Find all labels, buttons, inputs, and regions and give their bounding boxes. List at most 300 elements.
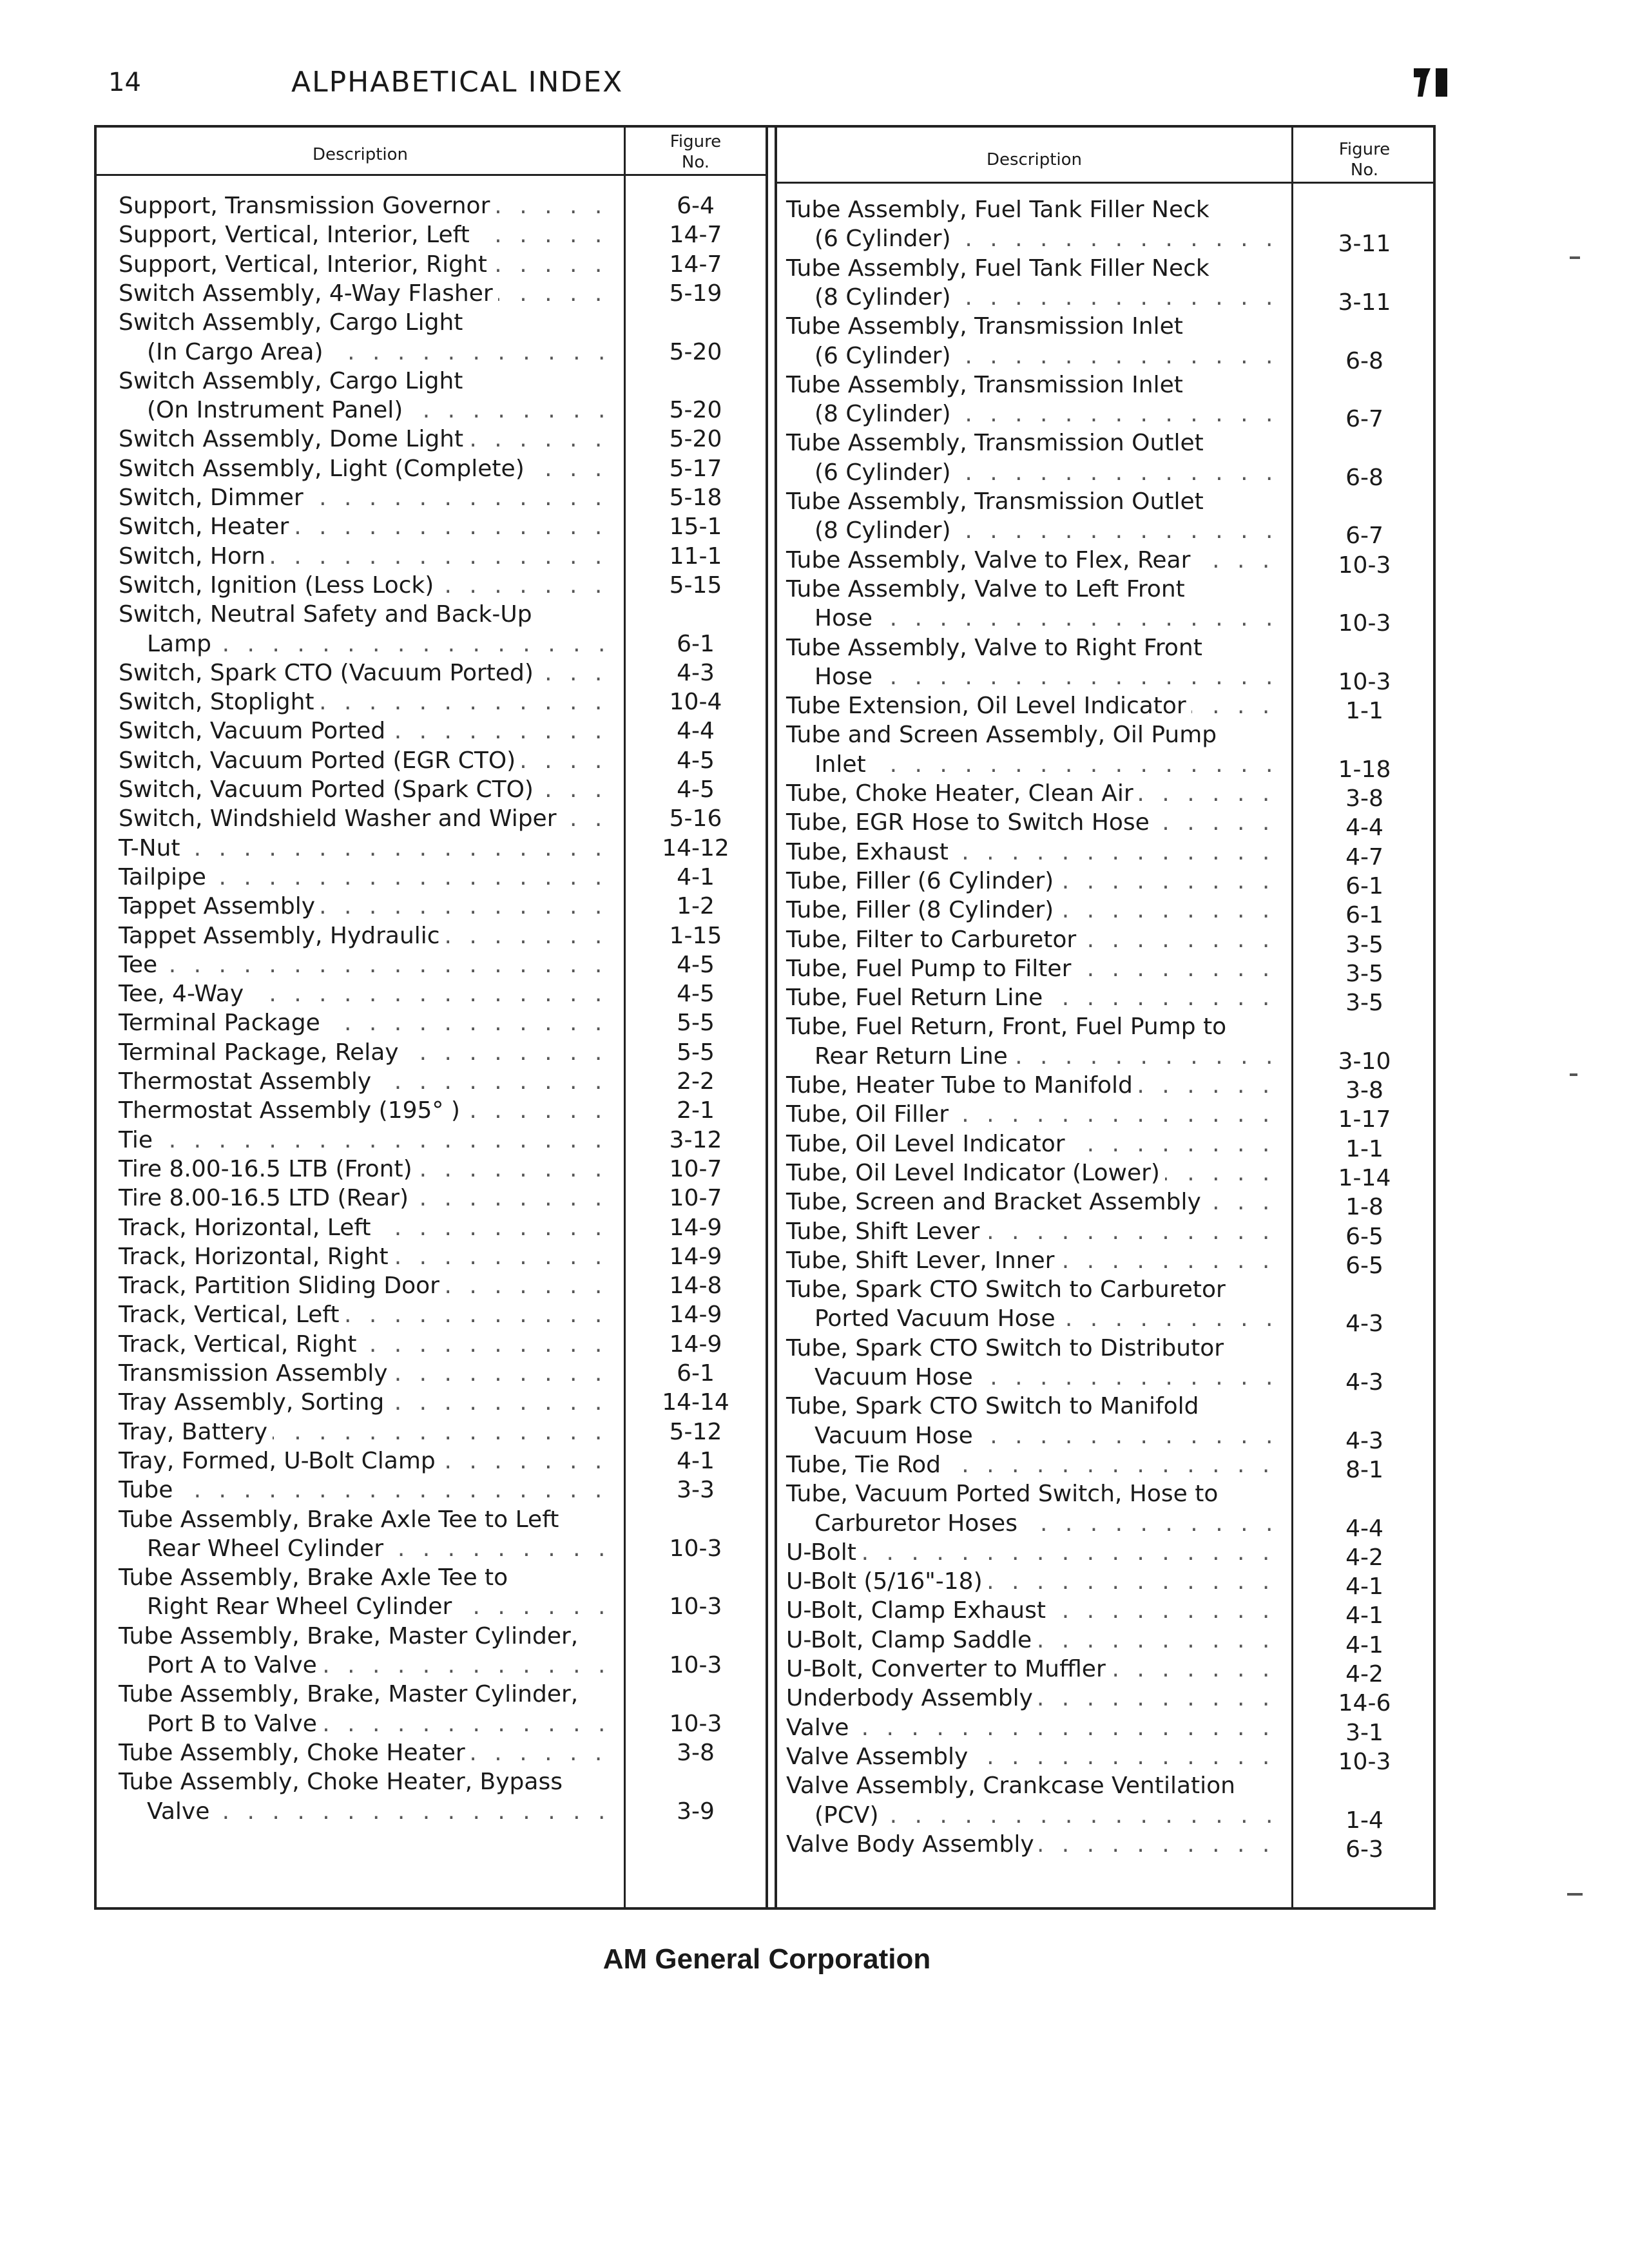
entry-description: Tube, Tie Rod: [786, 1451, 946, 1479]
entry-description: Tube, Shift Lever, Inner: [786, 1247, 1059, 1275]
index-entry: [119, 1243, 616, 1271]
index-entry: [119, 1155, 616, 1184]
index-entry: [815, 459, 1285, 487]
index-entry: [119, 1097, 616, 1125]
index-entry: [815, 751, 1285, 779]
entry-description: Underbody Assembly: [786, 1684, 1038, 1713]
figure-number: 14-14: [662, 1389, 729, 1416]
entry-description: Tee: [119, 951, 162, 979]
figure-number: 4-1: [1345, 1573, 1383, 1600]
index-entry: [119, 1564, 616, 1592]
entry-description: Tube, Filler (6 Cylinder): [786, 867, 1059, 896]
figure-number: 5-20: [669, 426, 722, 453]
entry-description: Tube Assembly, Transmission Outlet: [786, 488, 1209, 516]
index-entry: [119, 425, 616, 454]
index-entry: [147, 1798, 616, 1826]
index-entry: [786, 780, 1285, 808]
figure-number: 3-5: [1345, 960, 1383, 987]
index-entry: [786, 1831, 1285, 1859]
entry-description: Track, Partition Sliding Door: [119, 1272, 445, 1300]
entry-description: Tube Assembly, Transmission Outlet: [786, 429, 1209, 457]
entry-description: Valve: [147, 1798, 215, 1826]
entry-description: T-Nut: [119, 834, 186, 863]
index-entry: [786, 1159, 1285, 1187]
figure-number: 6-8: [1345, 347, 1383, 374]
index-entry: [147, 1651, 616, 1680]
margin-mark: [1570, 256, 1580, 259]
index-entry: [119, 367, 616, 396]
figure-number: 3-1: [1345, 1719, 1383, 1746]
index-entry: [786, 1276, 1285, 1304]
index-entry: [815, 342, 1285, 370]
left-fig-header-line2: No.: [681, 153, 710, 172]
figure-number: 14-9: [669, 1302, 722, 1329]
figure-number: 4-1: [1345, 1631, 1383, 1658]
index-entry: [119, 1476, 616, 1504]
figure-number: 5-12: [669, 1418, 722, 1445]
entry-description: Tube, Oil Level Indicator (Lower): [786, 1159, 1165, 1187]
figure-number: 3-5: [1345, 931, 1383, 958]
index-entry: [786, 429, 1285, 457]
index-entry: [786, 1392, 1285, 1421]
index-entry: [119, 805, 616, 833]
figure-number: 5-5: [677, 1010, 715, 1037]
index-entry: [786, 1188, 1285, 1216]
figure-number: 4-1: [677, 1447, 715, 1474]
entry-description: U-Bolt, Clamp Exhaust: [786, 1597, 1051, 1625]
entry-description: U-Bolt, Converter to Muffler: [786, 1655, 1111, 1684]
entry-description: Tray, Battery: [119, 1418, 273, 1446]
figure-number: 5-20: [669, 397, 722, 424]
index-entry: [119, 688, 616, 716]
entry-description: Switch Assembly, Light (Complete): [119, 455, 530, 483]
entry-description: Tube, Choke Heater, Clean Air: [786, 780, 1139, 808]
center-divider-b: [775, 128, 777, 1907]
figure-number: 10-3: [669, 1535, 722, 1562]
index-entry: [786, 926, 1285, 954]
figure-number: 3-10: [1338, 1048, 1391, 1075]
figure-number: 3-11: [1338, 289, 1391, 316]
index-entry: [815, 517, 1285, 545]
entry-description: Port A to Valve: [147, 1651, 322, 1680]
entry-description: (8 Cylinder): [815, 284, 956, 312]
index-entry: [786, 984, 1285, 1012]
entry-description: Tube Assembly, Fuel Tank Filler Neck: [786, 255, 1215, 283]
entry-description: Terminal Package: [119, 1009, 325, 1037]
figure-number: 14-9: [669, 1331, 722, 1358]
index-entry: [119, 280, 616, 308]
entry-description: Tube, Oil Filler: [786, 1100, 954, 1129]
index-entry: [119, 1331, 616, 1359]
index-entry: [786, 575, 1285, 604]
index-entry: [119, 1418, 616, 1446]
entry-description: Switch Assembly, Cargo Light: [119, 309, 468, 337]
figure-number: 10-3: [1338, 668, 1391, 695]
entry-description: Thermostat Assembly (195° ): [119, 1097, 465, 1125]
entry-description: Tray Assembly, Sorting: [119, 1389, 389, 1417]
entry-description: Tube, Vacuum Ported Switch, Hose to: [786, 1480, 1223, 1508]
index-entry: [119, 1739, 616, 1767]
index-entry: [786, 1714, 1285, 1742]
entry-description: Hose: [815, 604, 878, 633]
index-entry: [147, 630, 616, 658]
index-entry: [815, 604, 1285, 633]
figure-number: 3-12: [669, 1126, 722, 1153]
index-entry: [119, 659, 616, 687]
entry-description: U-Bolt: [786, 1539, 862, 1567]
entry-description: Tube Assembly, Brake, Master Cylinder,: [119, 1622, 583, 1651]
entry-description: Tube Assembly, Transmission Inlet: [786, 312, 1188, 341]
figure-number: 3-9: [677, 1798, 715, 1825]
entry-description: Transmission Assembly: [119, 1360, 393, 1388]
index-entry: [147, 1593, 616, 1621]
figure-number: 5-17: [669, 455, 722, 482]
entry-description: Valve Assembly: [786, 1743, 973, 1771]
figure-number: 6-7: [1345, 406, 1383, 433]
index-entry: [786, 809, 1285, 837]
entry-description: Vacuum Hose: [815, 1422, 978, 1450]
index-entry: [119, 455, 616, 483]
entry-description: Tube and Screen Assembly, Oil Pump: [786, 721, 1222, 749]
entry-description: Track, Vertical, Right: [119, 1331, 362, 1359]
leader-dots: [815, 604, 1285, 633]
index-entry: [786, 1218, 1285, 1246]
entry-description: Tube Assembly, Valve to Right Front: [786, 634, 1208, 662]
figure-number: 5-15: [669, 572, 722, 599]
figure-number: 6-4: [677, 193, 715, 219]
entry-description: Tube, Filter to Carburetor: [786, 926, 1081, 954]
index-entry: [815, 1802, 1285, 1830]
leader-dots: [815, 1802, 1285, 1830]
figure-number: 5-19: [669, 280, 722, 307]
figure-number: 5-18: [669, 485, 722, 511]
figure-number: 6-7: [1345, 523, 1383, 550]
figure-number: 10-3: [669, 1710, 722, 1737]
index-entry: [119, 1506, 616, 1534]
figure-number: 6-1: [1345, 902, 1383, 929]
figure-number: 6-8: [1345, 464, 1383, 491]
index-entry: [119, 1214, 616, 1242]
center-divider-a: [766, 128, 768, 1907]
index-entry: [786, 896, 1285, 925]
index-entry: [119, 1622, 616, 1651]
figure-number: 2-1: [677, 1097, 715, 1124]
index-entry: [815, 400, 1285, 428]
index-entry: [786, 196, 1285, 224]
entry-description: Valve Body Assembly: [786, 1831, 1039, 1859]
index-entry: [147, 396, 616, 425]
figure-number: 10-3: [1338, 1748, 1391, 1775]
figure-number: 4-2: [1345, 1661, 1383, 1687]
index-entry: [119, 922, 616, 950]
index-entry: [786, 955, 1285, 983]
figure-number: 4-3: [677, 659, 715, 686]
index-entry: [786, 1334, 1285, 1363]
figure-number: 3-5: [1345, 990, 1383, 1017]
index-entry: [786, 634, 1285, 662]
figure-number: 4-4: [677, 718, 715, 745]
index-entry: [119, 572, 616, 600]
figure-number: 4-5: [677, 776, 715, 803]
index-entry: [786, 721, 1285, 749]
figure-number: 1-18: [1338, 756, 1391, 783]
entry-description: Tube, Shift Lever: [786, 1218, 985, 1246]
right-desc-header: Description: [986, 150, 1083, 169]
index-entry: [119, 543, 616, 571]
entry-description: Tube Assembly, Valve to Flex, Rear: [786, 546, 1195, 575]
index-entry: [119, 980, 616, 1008]
right-header-rule: [777, 182, 1436, 184]
figure-number: 4-5: [677, 747, 715, 774]
index-entry: [815, 1422, 1285, 1450]
entry-description: Tube Assembly, Choke Heater: [119, 1739, 470, 1767]
figure-number: 10-4: [669, 689, 722, 716]
index-entry: [119, 717, 616, 745]
entry-description: U-Bolt, Clamp Saddle: [786, 1626, 1037, 1655]
figure-number: 4-4: [1345, 1515, 1383, 1542]
entry-description: Tailpipe: [119, 863, 211, 892]
entry-description: Switch, Stoplight: [119, 688, 320, 716]
figure-number: 1-15: [669, 922, 722, 949]
figure-number: 1-4: [1345, 1807, 1383, 1834]
figure-number: 5-16: [669, 805, 722, 832]
index-entry: [119, 1009, 616, 1037]
index-entry: [147, 338, 616, 367]
index-entry: [119, 747, 616, 775]
figure-number: 14-6: [1338, 1690, 1391, 1717]
index-entry: [786, 488, 1285, 516]
index-entry: [815, 1043, 1285, 1071]
figure-number: 14-7: [669, 251, 722, 278]
margin-mark: [1567, 1893, 1583, 1896]
company-footer: AM General Corporation: [602, 1943, 931, 1975]
index-entry: [119, 1360, 616, 1388]
entry-description: Lamp: [147, 630, 217, 658]
entry-description: Tie: [119, 1126, 158, 1155]
figure-number: 4-7: [1345, 843, 1383, 870]
entry-description: Tube, Fuel Return, Front, Fuel Pump to: [786, 1013, 1231, 1041]
entry-description: Tube, Exhaust: [786, 838, 954, 867]
index-entry: [786, 692, 1285, 720]
figure-number: 14-7: [669, 222, 722, 249]
figure-number: 8-1: [1345, 1456, 1383, 1483]
page-title: ALPHABETICAL INDEX: [291, 66, 624, 99]
entry-description: Track, Horizontal, Left: [119, 1214, 376, 1242]
index-entry: [786, 867, 1285, 896]
entry-description: Rear Wheel Cylinder: [147, 1535, 389, 1563]
entry-description: Tube, Filler (8 Cylinder): [786, 896, 1059, 925]
index-entry: [786, 1684, 1285, 1713]
entry-description: Switch, Windshield Washer and Wiper: [119, 805, 562, 833]
figure-number: 5-5: [677, 1039, 715, 1066]
index-entry: [786, 1247, 1285, 1275]
entry-description: Switch, Spark CTO (Vacuum Ported): [119, 659, 539, 687]
entry-description: Port B to Valve: [147, 1710, 322, 1738]
entry-description: Track, Horizontal, Right: [119, 1243, 394, 1271]
leader-dots: [786, 1714, 1285, 1742]
figure-number: 3-8: [1345, 785, 1383, 812]
index-entry: [119, 1068, 616, 1096]
entry-description: Vacuum Hose: [815, 1363, 978, 1392]
entry-description: Carburetor Hoses: [815, 1510, 1023, 1538]
entry-description: Support, Transmission Governor: [119, 192, 495, 220]
page-number: 14: [108, 68, 141, 97]
entry-description: Switch Assembly, Cargo Light: [119, 367, 468, 396]
entry-description: Valve: [786, 1714, 854, 1742]
index-entry: [119, 834, 616, 863]
entry-description: Ported Vacuum Hose: [815, 1305, 1061, 1333]
leader-dots: [119, 1126, 616, 1155]
entry-description: Tube Assembly, Brake, Master Cylinder,: [119, 1680, 583, 1709]
entry-description: Tube Assembly, Brake Axle Tee to: [119, 1564, 513, 1592]
entry-description: Switch, Vacuum Ported (EGR CTO): [119, 747, 521, 775]
figure-number: 11-1: [669, 543, 722, 570]
entry-description: Track, Vertical, Left: [119, 1301, 344, 1329]
index-entry: [786, 312, 1285, 341]
index-entry: [786, 1743, 1285, 1771]
index-table: [94, 125, 1436, 1910]
index-entry: [119, 1447, 616, 1475]
index-entry: [119, 251, 616, 279]
entry-description: Tube, Fuel Pump to Filter: [786, 955, 1076, 983]
index-entry: [786, 1480, 1285, 1508]
index-entry: [119, 863, 616, 892]
figure-number: 6-1: [677, 630, 715, 657]
entry-description: Thermostat Assembly: [119, 1068, 376, 1096]
index-entry: [815, 1510, 1285, 1538]
figure-number: 14-9: [669, 1214, 722, 1241]
right-fig-header-line2: No.: [1350, 160, 1379, 180]
figure-number: 4-2: [1345, 1544, 1383, 1571]
index-entry: [119, 1301, 616, 1329]
entry-description: Support, Vertical, Interior, Right: [119, 251, 492, 279]
left-fig-header-line1: Figure: [670, 132, 722, 151]
entry-description: Tube, Screen and Bracket Assembly: [786, 1188, 1206, 1216]
figure-number: 6-1: [677, 1360, 715, 1387]
figure-number: 4-3: [1345, 1427, 1383, 1454]
figure-number: 1-17: [1338, 1106, 1391, 1133]
entry-description: Tube, Spark CTO Switch to Manifold: [786, 1392, 1204, 1421]
index-entry: [786, 1013, 1285, 1041]
figure-number: 3-8: [1345, 1077, 1383, 1104]
index-entry: [786, 255, 1285, 283]
figure-number: 14-8: [669, 1273, 722, 1300]
entry-description: Tee, 4-Way: [119, 980, 249, 1008]
entry-description: Tire 8.00-16.5 LTD (Rear): [119, 1184, 414, 1213]
entry-description: Tube, EGR Hose to Switch Hose: [786, 809, 1155, 837]
index-entry: [119, 192, 616, 220]
entry-description: Tube, Fuel Return Line: [786, 984, 1048, 1012]
figure-number: 10-7: [669, 1185, 722, 1212]
index-entry: [119, 1126, 616, 1155]
figure-number: 6-3: [1345, 1836, 1383, 1863]
figure-number: 1-8: [1345, 1194, 1383, 1221]
index-entry: [119, 1039, 616, 1067]
entry-description: (On Instrument Panel): [147, 396, 408, 425]
entry-description: Switch, Heater: [119, 513, 294, 541]
index-entry: [815, 1305, 1285, 1333]
index-entry: [119, 1272, 616, 1300]
entry-description: (6 Cylinder): [815, 459, 956, 487]
entry-description: Switch, Dimmer: [119, 484, 309, 512]
entry-description: Tire 8.00-16.5 LTB (Front): [119, 1155, 418, 1184]
index-entry: [119, 221, 616, 249]
index-entry: [786, 1072, 1285, 1100]
figure-number: 5-20: [669, 338, 722, 365]
entry-description: Switch Assembly, Dome Light: [119, 425, 468, 454]
figure-number: 3-11: [1338, 231, 1391, 258]
index-entry: [786, 1100, 1285, 1129]
leader-dots: [119, 951, 616, 979]
index-entry: [786, 371, 1285, 399]
entry-description: (6 Cylinder): [815, 225, 956, 253]
entry-description: Tappet Assembly, Hydraulic: [119, 922, 445, 950]
entry-description: Tube Assembly, Valve to Left Front: [786, 575, 1190, 604]
entry-description: Tube: [119, 1476, 178, 1504]
entry-description: Tube, Heater Tube to Manifold: [786, 1072, 1138, 1100]
right-fig-header: [1293, 139, 1436, 180]
figure-number: 6-5: [1345, 1223, 1383, 1250]
figure-number: 6-5: [1345, 1252, 1383, 1279]
entry-description: Rear Return Line: [815, 1043, 1013, 1071]
leader-dots: [147, 1798, 616, 1826]
figure-number: 4-3: [1345, 1311, 1383, 1338]
entry-description: Tube, Spark CTO Switch to Carburetor: [786, 1276, 1231, 1304]
index-entry: [147, 1535, 616, 1563]
entry-description: Switch, Vacuum Ported: [119, 717, 390, 745]
index-entry: [119, 309, 616, 337]
figure-number: 10-3: [669, 1593, 722, 1620]
entry-description: Switch, Horn: [119, 543, 271, 571]
figure-number: 10-3: [1338, 552, 1391, 579]
index-entry: [119, 892, 616, 921]
index-entry: [786, 546, 1285, 575]
figure-number: 4-5: [677, 951, 715, 978]
index-entry: [786, 1597, 1285, 1625]
entry-description: (PCV): [815, 1802, 884, 1830]
figure-number: 4-3: [1345, 1369, 1383, 1396]
index-entry: [815, 284, 1285, 312]
figure-number: 1-2: [677, 893, 715, 920]
figure-number: 4-5: [677, 981, 715, 1008]
entry-description: Tube Assembly, Transmission Inlet: [786, 371, 1188, 399]
figure-number: 15-1: [669, 514, 722, 541]
index-entry: [786, 1626, 1285, 1655]
index-entry: [119, 951, 616, 979]
leader-dots: [815, 751, 1285, 779]
leader-dots: [119, 834, 616, 863]
entry-description: Tube Assembly, Choke Heater, Bypass: [119, 1768, 568, 1796]
figure-number: 10-3: [1338, 610, 1391, 637]
entry-description: Valve Assembly, Crankcase Ventilation: [786, 1772, 1240, 1800]
entry-description: (8 Cylinder): [815, 517, 956, 545]
index-entry: [815, 1363, 1285, 1392]
left-fig-header: [626, 131, 766, 173]
figure-number: 1-14: [1338, 1164, 1391, 1191]
entry-description: (6 Cylinder): [815, 342, 956, 370]
index-entry: [119, 1680, 616, 1709]
index-entry: [786, 1568, 1285, 1596]
entry-description: Switch, Ignition (Less Lock): [119, 572, 439, 600]
right-fig-header-line1: Figure: [1338, 140, 1391, 159]
index-entry: [786, 838, 1285, 867]
index-entry: [815, 663, 1285, 691]
leader-dots: [147, 630, 616, 658]
index-entry: [147, 1710, 616, 1738]
brand-mark-icon: [1414, 66, 1450, 99]
entry-description: Switch Assembly, 4-Way Flasher: [119, 280, 498, 308]
entry-description: Right Rear Wheel Cylinder: [147, 1593, 457, 1621]
